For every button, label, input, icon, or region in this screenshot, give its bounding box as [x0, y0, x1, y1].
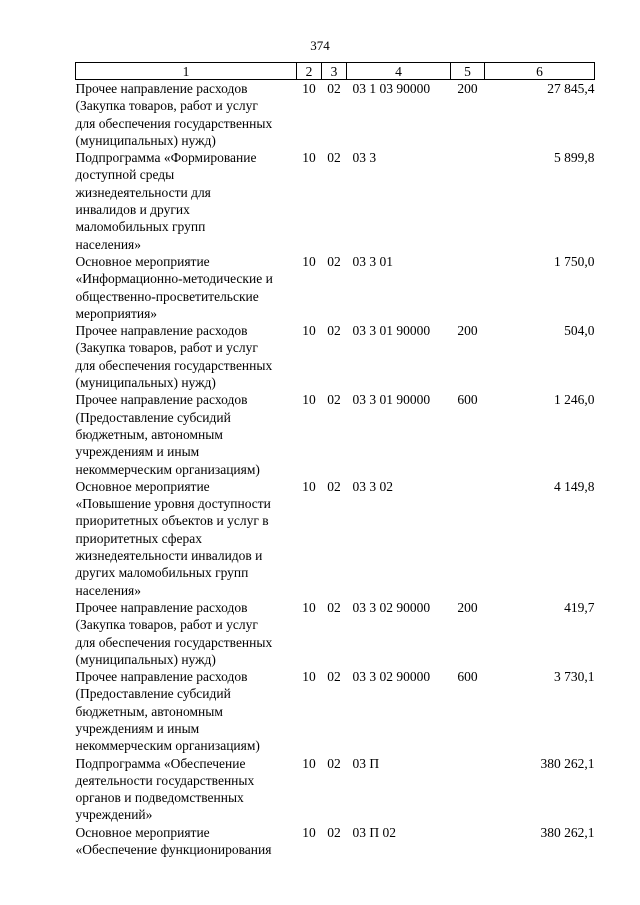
- row-name-line: жизнедеятельности инвалидов и: [75, 548, 263, 564]
- row-subsection: 02: [327, 599, 341, 615]
- row-expense-type: 600: [457, 669, 478, 685]
- row-name-line: деятельности государственных: [75, 772, 255, 788]
- row-name: [76, 322, 297, 391]
- row-name-line: (Закупка товаров, работ и услуг: [75, 98, 258, 114]
- row-expense-type: 200: [457, 323, 478, 339]
- row-target-article: 03 3 02 90000: [352, 599, 431, 615]
- table-row: [76, 149, 595, 253]
- row-name-line: «Повышение уровня доступности: [75, 496, 271, 512]
- row-subsection: 02: [327, 150, 341, 166]
- row-name-line: населения»: [75, 236, 142, 252]
- row-name-line: жизнедеятельности для: [75, 184, 211, 200]
- row-amount: 4 149,8: [554, 478, 595, 494]
- table-row: [76, 668, 595, 754]
- row-subsection: 02: [327, 323, 341, 339]
- row-name-line: приоритетных объектов и услуг в: [75, 513, 269, 529]
- row-amount: 1 750,0: [554, 253, 595, 269]
- row-expense-type: [451, 478, 485, 599]
- row-target-article: 03 1 03 90000: [352, 81, 431, 96]
- col-header-expense-type: 5: [451, 63, 485, 80]
- row-name-line: учреждениям и иным: [75, 444, 200, 460]
- row-expense-type: [451, 149, 485, 253]
- row-target-article: 03 3 01: [352, 253, 393, 269]
- row-target-article: 03 3 01 90000: [352, 392, 431, 408]
- row-name: [76, 824, 297, 859]
- row-target-article: 03 3 02 90000: [352, 669, 431, 685]
- table-row: [76, 322, 595, 391]
- row-name: [76, 478, 297, 599]
- row-name-line: для обеспечения государственных: [75, 634, 273, 650]
- row-name-line: населения»: [75, 582, 142, 598]
- row-name-line: некоммерческим организациям): [75, 738, 260, 754]
- row-subsection: 02: [327, 392, 341, 408]
- col-header-subsection: 3: [322, 63, 347, 80]
- row-amount: 5 899,8: [554, 150, 595, 166]
- row-expense-type: 200: [457, 81, 478, 96]
- row-name-line: Основное мероприятие: [75, 824, 210, 840]
- row-name: [76, 755, 297, 824]
- row-name: [76, 599, 297, 668]
- row-subsection: 02: [327, 755, 341, 771]
- row-subsection: 02: [327, 824, 341, 840]
- table-row: [76, 478, 595, 599]
- row-name-line: для обеспечения государственных: [75, 357, 273, 373]
- row-target-article: 03 П 02: [352, 824, 396, 840]
- row-section: 10: [302, 150, 316, 166]
- row-name: [76, 253, 297, 322]
- table-row: [76, 824, 595, 859]
- table-header-row: [76, 63, 595, 80]
- table-row: [76, 253, 595, 322]
- row-amount: 1 246,0: [554, 392, 595, 408]
- row-name-line: доступной среды: [75, 167, 175, 183]
- table-row: [76, 80, 595, 150]
- row-subsection: 02: [327, 669, 341, 685]
- table-body: [76, 80, 595, 859]
- row-amount: 3 730,1: [554, 669, 595, 685]
- row-name-line: Прочее направление расходов: [75, 81, 248, 96]
- row-target-article: 03 3 01 90000: [352, 323, 431, 339]
- row-name-line: органов и подведомственных: [75, 790, 244, 806]
- row-amount: 419,7: [564, 599, 595, 615]
- row-name-line: (Закупка товаров, работ и услуг: [75, 340, 258, 356]
- row-name-line: учреждений»: [75, 807, 153, 823]
- row-name-line: Основное мероприятие: [75, 253, 210, 269]
- row-subsection: 02: [327, 253, 341, 269]
- row-section: 10: [302, 81, 316, 96]
- row-name-line: Прочее направление расходов: [75, 392, 248, 408]
- table-row: [76, 391, 595, 477]
- row-name-line: мероприятия»: [75, 305, 158, 321]
- row-section: 10: [302, 323, 316, 339]
- row-section: 10: [302, 599, 316, 615]
- row-name-line: маломобильных групп: [75, 219, 206, 235]
- row-name-line: (муниципальных) нужд): [75, 651, 216, 667]
- row-section: 10: [302, 392, 316, 408]
- row-expense-type: [451, 755, 485, 824]
- row-name-line: (муниципальных) нужд): [75, 375, 216, 391]
- row-target-article: 03 3 02: [352, 478, 393, 494]
- row-amount: 380 262,1: [540, 755, 595, 771]
- row-name-line: для обеспечения государственных: [75, 115, 273, 131]
- row-subsection: 02: [327, 478, 341, 494]
- row-name-line: инвалидов и других: [75, 202, 190, 218]
- row-name-line: учреждениям и иным: [75, 720, 200, 736]
- row-name-line: «Обеспечение функционирования: [75, 842, 272, 858]
- row-name-line: Основное мероприятие: [75, 478, 210, 494]
- row-amount: 380 262,1: [540, 824, 595, 840]
- row-name-line: некоммерческим организациям): [75, 461, 260, 477]
- row-name-line: Прочее направление расходов: [75, 599, 248, 615]
- col-header-target-article: 4: [347, 63, 451, 80]
- row-section: 10: [302, 755, 316, 771]
- table-row: [76, 599, 595, 668]
- row-expense-type: [451, 253, 485, 322]
- row-name-line: бюджетным, автономным: [75, 426, 223, 442]
- row-name-line: (Закупка товаров, работ и услуг: [75, 617, 258, 633]
- row-name-line: бюджетным, автономным: [75, 703, 223, 719]
- row-name: [76, 149, 297, 253]
- row-name-line: (муниципальных) нужд): [75, 132, 216, 148]
- row-name-line: Подпрограмма «Формирование: [75, 150, 257, 166]
- col-header-name: 1: [76, 63, 297, 80]
- col-header-section: 2: [297, 63, 322, 80]
- row-section: 10: [302, 478, 316, 494]
- row-name: [76, 391, 297, 477]
- row-name-line: приоритетных сферах: [75, 530, 203, 546]
- row-amount: 27 845,4: [547, 81, 595, 96]
- row-target-article: 03 3: [352, 150, 377, 166]
- row-name-line: общественно-просветительские: [75, 288, 259, 304]
- row-name-line: (Предоставление субсидий: [75, 686, 231, 702]
- row-name-line: «Информационно-методические и: [75, 271, 273, 287]
- row-expense-type: [451, 824, 485, 859]
- row-name-line: других маломобильных групп: [75, 565, 249, 581]
- row-name-line: Прочее направление расходов: [75, 669, 248, 685]
- row-expense-type: 200: [457, 599, 478, 615]
- table-row: [76, 755, 595, 824]
- col-header-amount: 6: [485, 63, 595, 80]
- row-section: 10: [302, 253, 316, 269]
- row-section: 10: [302, 824, 316, 840]
- row-subsection: 02: [327, 81, 341, 96]
- row-expense-type: 600: [457, 392, 478, 408]
- row-name: [76, 668, 297, 754]
- row-section: 10: [302, 669, 316, 685]
- page-number: 374: [310, 38, 330, 53]
- row-amount: 504,0: [564, 323, 595, 339]
- row-name-line: Подпрограмма «Обеспечение: [75, 755, 246, 771]
- row-name-line: (Предоставление субсидий: [75, 409, 231, 425]
- row-target-article: 03 П: [352, 755, 380, 771]
- row-name-line: Прочее направление расходов: [75, 323, 248, 339]
- budget-table: [75, 62, 595, 858]
- row-name: [76, 80, 297, 150]
